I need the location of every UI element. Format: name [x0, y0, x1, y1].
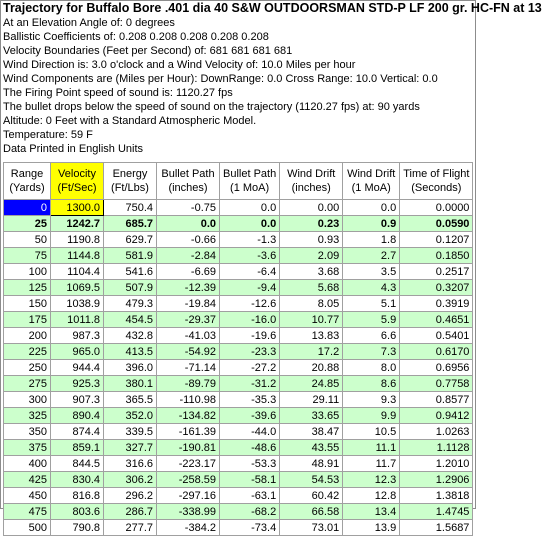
cell-range[interactable]: 425 — [4, 472, 51, 488]
cell-energy[interactable]: 306.2 — [104, 472, 157, 488]
cell-time-of-flight[interactable]: 1.3818 — [400, 488, 473, 504]
cell-bullet-path-inches[interactable]: -29.37 — [157, 312, 220, 328]
cell-bullet-path-moa[interactable]: -39.6 — [220, 408, 280, 424]
cell-velocity[interactable]: 1242.7 — [51, 216, 104, 232]
cell-velocity[interactable]: 1011.8 — [51, 312, 104, 328]
cell-time-of-flight[interactable]: 0.5401 — [400, 328, 473, 344]
cell-wind-drift-moa[interactable]: 11.7 — [343, 456, 400, 472]
table-body — [4, 200, 473, 536]
cell-wind-drift-moa[interactable]: 12.8 — [343, 488, 400, 504]
cell-bullet-path-moa[interactable]: -63.1 — [220, 488, 280, 504]
cell-bullet-path-inches[interactable]: -110.98 — [157, 392, 220, 408]
table-row — [4, 360, 473, 376]
info-wind-direction: Wind Direction is: 3.0 o'clock and a Wind Velocity of: 10.0 Miles per hour — [3, 59, 356, 71]
info-ballistic-coefficients: Ballistic Coefficients of: 0.208 0.208 0.208 0.208 0.208 — [3, 31, 269, 43]
cell-bullet-path-moa[interactable]: 0.0 — [220, 216, 280, 232]
cell-wind-drift-moa[interactable]: 10.5 — [343, 424, 400, 440]
cell-velocity[interactable]: 925.3 — [51, 376, 104, 392]
cell-range[interactable]: 250 — [4, 360, 51, 376]
cell-velocity[interactable]: 844.5 — [51, 456, 104, 472]
cell-wind-drift-moa[interactable]: 9.3 — [343, 392, 400, 408]
table-row — [4, 440, 473, 456]
table-row — [4, 248, 473, 264]
cell-wind-drift-inches[interactable]: 8.05 — [280, 296, 343, 312]
cell-wind-drift-moa[interactable]: 5.9 — [343, 312, 400, 328]
table-row — [4, 504, 473, 520]
cell-wind-drift-moa[interactable]: 5.1 — [343, 296, 400, 312]
cell-time-of-flight[interactable]: 0.1850 — [400, 248, 473, 264]
cell-wind-drift-inches[interactable]: 17.2 — [280, 344, 343, 360]
cell-bullet-path-moa[interactable]: -53.3 — [220, 456, 280, 472]
cell-velocity[interactable]: 816.8 — [51, 488, 104, 504]
header-bullet-path-inches[interactable]: Bullet Path (inches) — [157, 163, 220, 200]
cell-wind-drift-moa[interactable]: 9.9 — [343, 408, 400, 424]
cell-bullet-path-moa[interactable]: -19.6 — [220, 328, 280, 344]
cell-bullet-path-moa[interactable]: -3.6 — [220, 248, 280, 264]
cell-wind-drift-moa[interactable]: 13.9 — [343, 520, 400, 536]
cell-bullet-path-inches[interactable]: -134.82 — [157, 408, 220, 424]
info-subsonic-transition: The bullet drops below the speed of sound on the trajectory (1120.27 fps) at: 90 yards — [3, 101, 420, 113]
cell-bullet-path-inches[interactable]: -384.2 — [157, 520, 220, 536]
cell-time-of-flight[interactable]: 0.1207 — [400, 232, 473, 248]
cell-time-of-flight[interactable]: 0.3207 — [400, 280, 473, 296]
cell-velocity[interactable]: 987.3 — [51, 328, 104, 344]
cell-range[interactable]: 475 — [4, 504, 51, 520]
cell-wind-drift-inches[interactable]: 20.88 — [280, 360, 343, 376]
cell-time-of-flight[interactable]: 1.0263 — [400, 424, 473, 440]
trajectory-table — [3, 162, 473, 536]
sheet-title: Trajectory for Buffalo Bore .401 dia 40 S&W OUTDOORSMAN STD-P LF 200 gr. HC-FN at 13 — [3, 1, 542, 15]
cell-wind-drift-moa[interactable]: 3.5 — [343, 264, 400, 280]
cell-bullet-path-inches[interactable]: -6.69 — [157, 264, 220, 280]
cell-range[interactable]: 100 — [4, 264, 51, 280]
cell-velocity[interactable]: 1300.0 — [51, 200, 104, 216]
cell-wind-drift-inches[interactable]: 2.09 — [280, 248, 343, 264]
info-velocity-boundaries: Velocity Boundaries (Feet per Second) of: 681 681 681 681 — [3, 45, 293, 57]
cell-bullet-path-inches[interactable]: -71.14 — [157, 360, 220, 376]
cell-bullet-path-moa[interactable]: -1.3 — [220, 232, 280, 248]
header-energy[interactable]: Energy (Ft/Lbs) — [104, 163, 157, 200]
cell-time-of-flight[interactable]: 0.2517 — [400, 264, 473, 280]
cell-energy[interactable]: 286.7 — [104, 504, 157, 520]
cell-wind-drift-inches[interactable]: 54.53 — [280, 472, 343, 488]
cell-time-of-flight[interactable]: 1.4745 — [400, 504, 473, 520]
cell-velocity[interactable]: 790.8 — [51, 520, 104, 536]
cell-time-of-flight[interactable]: 0.9412 — [400, 408, 473, 424]
cell-wind-drift-moa[interactable]: 4.3 — [343, 280, 400, 296]
cell-energy[interactable]: 479.3 — [104, 296, 157, 312]
table-header-row — [4, 163, 473, 200]
cell-velocity[interactable]: 944.4 — [51, 360, 104, 376]
cell-wind-drift-inches[interactable]: 60.42 — [280, 488, 343, 504]
cell-bullet-path-inches[interactable]: -89.79 — [157, 376, 220, 392]
info-altitude: Altitude: 0 Feet with a Standard Atmospheric Model. — [3, 115, 257, 127]
cell-bullet-path-inches[interactable]: -0.66 — [157, 232, 220, 248]
cell-range[interactable]: 200 — [4, 328, 51, 344]
cell-wind-drift-inches[interactable]: 73.01 — [280, 520, 343, 536]
cell-energy[interactable]: 432.8 — [104, 328, 157, 344]
cell-bullet-path-inches[interactable]: -190.81 — [157, 440, 220, 456]
cell-wind-drift-inches[interactable]: 29.11 — [280, 392, 343, 408]
cell-wind-drift-moa[interactable]: 7.3 — [343, 344, 400, 360]
cell-bullet-path-moa[interactable]: -68.2 — [220, 504, 280, 520]
cell-velocity[interactable]: 859.1 — [51, 440, 104, 456]
cell-bullet-path-inches[interactable]: -161.39 — [157, 424, 220, 440]
cell-bullet-path-moa[interactable]: -58.1 — [220, 472, 280, 488]
cell-velocity[interactable]: 1190.8 — [51, 232, 104, 248]
table-row — [4, 328, 473, 344]
info-temperature: Temperature: 59 F — [3, 129, 93, 141]
table-row — [4, 408, 473, 424]
cell-time-of-flight[interactable]: 1.2010 — [400, 456, 473, 472]
cell-time-of-flight[interactable]: 0.6956 — [400, 360, 473, 376]
cell-energy[interactable]: 316.6 — [104, 456, 157, 472]
cell-bullet-path-inches[interactable]: -258.59 — [157, 472, 220, 488]
table-row — [4, 344, 473, 360]
info-elevation: At an Elevation Angle of: 0 degrees — [3, 17, 175, 29]
header-time-of-flight[interactable]: Time of Flight (Seconds) — [400, 163, 473, 200]
cell-range[interactable]: 150 — [4, 296, 51, 312]
cell-range[interactable]: 125 — [4, 280, 51, 296]
cell-wind-drift-moa[interactable]: 12.3 — [343, 472, 400, 488]
cell-energy[interactable]: 327.7 — [104, 440, 157, 456]
header-range[interactable]: Range (Yards) — [4, 163, 51, 200]
cell-bullet-path-inches[interactable]: -12.39 — [157, 280, 220, 296]
cell-bullet-path-moa[interactable]: -23.3 — [220, 344, 280, 360]
cell-wind-drift-moa[interactable]: 8.0 — [343, 360, 400, 376]
cell-velocity[interactable]: 1104.4 — [51, 264, 104, 280]
table-row — [4, 312, 473, 328]
cell-bullet-path-moa[interactable]: -6.4 — [220, 264, 280, 280]
cell-bullet-path-inches[interactable]: 0.0 — [157, 216, 220, 232]
cell-energy[interactable]: 380.1 — [104, 376, 157, 392]
cell-bullet-path-moa[interactable]: -9.4 — [220, 280, 280, 296]
cell-wind-drift-inches[interactable]: 43.55 — [280, 440, 343, 456]
cell-velocity[interactable]: 1144.8 — [51, 248, 104, 264]
cell-range[interactable]: 225 — [4, 344, 51, 360]
cell-time-of-flight[interactable]: 1.1128 — [400, 440, 473, 456]
cell-bullet-path-inches[interactable]: -338.99 — [157, 504, 220, 520]
info-speed-of-sound: The Firing Point speed of sound is: 1120.27 fps — [3, 87, 233, 99]
cell-bullet-path-inches[interactable]: -297.16 — [157, 488, 220, 504]
cell-time-of-flight[interactable]: 0.7758 — [400, 376, 473, 392]
cell-energy[interactable]: 352.0 — [104, 408, 157, 424]
header-wind-drift-inches[interactable]: Wind Drift (inches) — [280, 163, 343, 200]
header-velocity[interactable]: Velocity (Ft/Sec) — [51, 163, 104, 200]
table-row — [4, 232, 473, 248]
table-row — [4, 264, 473, 280]
cell-range[interactable]: 275 — [4, 376, 51, 392]
cell-range[interactable]: 325 — [4, 408, 51, 424]
cell-range[interactable]: 0 — [4, 200, 51, 216]
table-row — [4, 488, 473, 504]
cell-wind-drift-inches[interactable]: 0.93 — [280, 232, 343, 248]
cell-wind-drift-inches[interactable]: 24.85 — [280, 376, 343, 392]
table-row — [4, 472, 473, 488]
cell-time-of-flight[interactable]: 0.6170 — [400, 344, 473, 360]
cell-range[interactable]: 400 — [4, 456, 51, 472]
cell-bullet-path-moa[interactable]: -35.3 — [220, 392, 280, 408]
cell-velocity[interactable]: 965.0 — [51, 344, 104, 360]
cell-wind-drift-inches[interactable]: 66.58 — [280, 504, 343, 520]
info-wind-components: Wind Components are (Miles per Hour): DownRange: 0.0 Cross Range: 10.0 Vertical: 0.0 — [3, 73, 438, 85]
header-wind-drift-moa[interactable]: Wind Drift (1 MoA) — [343, 163, 400, 200]
cell-bullet-path-inches[interactable]: -54.92 — [157, 344, 220, 360]
cell-energy[interactable]: 629.7 — [104, 232, 157, 248]
table-row — [4, 424, 473, 440]
cell-wind-drift-moa[interactable]: 0.9 — [343, 216, 400, 232]
cell-bullet-path-moa[interactable]: -48.6 — [220, 440, 280, 456]
cell-time-of-flight[interactable]: 0.4651 — [400, 312, 473, 328]
cell-bullet-path-inches[interactable]: -223.17 — [157, 456, 220, 472]
cell-energy[interactable]: 365.5 — [104, 392, 157, 408]
cell-wind-drift-moa[interactable]: 0.0 — [343, 200, 400, 216]
cell-energy[interactable]: 277.7 — [104, 520, 157, 536]
cell-wind-drift-inches[interactable]: 13.83 — [280, 328, 343, 344]
cell-velocity[interactable]: 830.4 — [51, 472, 104, 488]
cell-bullet-path-inches[interactable]: -2.84 — [157, 248, 220, 264]
table-row — [4, 296, 473, 312]
cell-time-of-flight[interactable]: 1.2906 — [400, 472, 473, 488]
cell-energy[interactable]: 541.6 — [104, 264, 157, 280]
cell-wind-drift-moa[interactable]: 11.1 — [343, 440, 400, 456]
cell-wind-drift-moa[interactable]: 1.8 — [343, 232, 400, 248]
cell-energy[interactable]: 396.0 — [104, 360, 157, 376]
cell-range[interactable]: 50 — [4, 232, 51, 248]
cell-velocity[interactable]: 907.3 — [51, 392, 104, 408]
cell-bullet-path-inches[interactable]: -19.84 — [157, 296, 220, 312]
table-row — [4, 216, 473, 232]
cell-energy[interactable]: 750.4 — [104, 200, 157, 216]
table-row — [4, 392, 473, 408]
info-units: Data Printed in English Units — [3, 143, 144, 155]
cell-wind-drift-moa[interactable]: 13.4 — [343, 504, 400, 520]
cell-range[interactable]: 350 — [4, 424, 51, 440]
cell-time-of-flight[interactable]: 0.0000 — [400, 200, 473, 216]
cell-bullet-path-moa[interactable]: -73.4 — [220, 520, 280, 536]
cell-wind-drift-moa[interactable]: 6.6 — [343, 328, 400, 344]
cell-wind-drift-inches[interactable]: 33.65 — [280, 408, 343, 424]
header-bullet-path-moa[interactable]: Bullet Path (1 MoA) — [220, 163, 280, 200]
table-row — [4, 376, 473, 392]
cell-time-of-flight[interactable]: 0.8577 — [400, 392, 473, 408]
cell-wind-drift-inches[interactable]: 48.91 — [280, 456, 343, 472]
cell-energy[interactable]: 296.2 — [104, 488, 157, 504]
cell-range[interactable]: 75 — [4, 248, 51, 264]
cell-bullet-path-moa[interactable]: -16.0 — [220, 312, 280, 328]
cell-velocity[interactable]: 874.4 — [51, 424, 104, 440]
table-row — [4, 520, 473, 536]
cell-wind-drift-inches[interactable]: 38.47 — [280, 424, 343, 440]
cell-energy[interactable]: 454.5 — [104, 312, 157, 328]
cell-wind-drift-inches[interactable]: 0.23 — [280, 216, 343, 232]
cell-wind-drift-moa[interactable]: 2.7 — [343, 248, 400, 264]
table-row — [4, 200, 473, 216]
cell-range[interactable]: 25 — [4, 216, 51, 232]
cell-wind-drift-inches[interactable]: 3.68 — [280, 264, 343, 280]
cell-bullet-path-moa[interactable]: -44.0 — [220, 424, 280, 440]
cell-energy[interactable]: 413.5 — [104, 344, 157, 360]
cell-velocity[interactable]: 803.6 — [51, 504, 104, 520]
cell-bullet-path-inches[interactable]: -41.03 — [157, 328, 220, 344]
cell-wind-drift-inches[interactable]: 10.77 — [280, 312, 343, 328]
cell-range[interactable]: 175 — [4, 312, 51, 328]
cell-bullet-path-moa[interactable]: 0.0 — [220, 200, 280, 216]
table-row — [4, 280, 473, 296]
cell-range[interactable]: 500 — [4, 520, 51, 536]
cell-range[interactable]: 375 — [4, 440, 51, 456]
cell-bullet-path-moa[interactable]: -12.6 — [220, 296, 280, 312]
cell-velocity[interactable]: 890.4 — [51, 408, 104, 424]
cell-time-of-flight[interactable]: 1.5687 — [400, 520, 473, 536]
cell-velocity[interactable]: 1038.9 — [51, 296, 104, 312]
cell-wind-drift-inches[interactable]: 0.00 — [280, 200, 343, 216]
cell-bullet-path-moa[interactable]: -31.2 — [220, 376, 280, 392]
cell-energy[interactable]: 507.9 — [104, 280, 157, 296]
cell-energy[interactable]: 339.5 — [104, 424, 157, 440]
table-row — [4, 456, 473, 472]
cell-bullet-path-moa[interactable]: -27.2 — [220, 360, 280, 376]
cell-wind-drift-inches[interactable]: 5.68 — [280, 280, 343, 296]
cell-time-of-flight[interactable]: 0.3919 — [400, 296, 473, 312]
cell-time-of-flight[interactable]: 0.0590 — [400, 216, 473, 232]
cell-energy[interactable]: 581.9 — [104, 248, 157, 264]
cell-energy[interactable]: 685.7 — [104, 216, 157, 232]
cell-velocity[interactable]: 1069.5 — [51, 280, 104, 296]
cell-bullet-path-inches[interactable]: -0.75 — [157, 200, 220, 216]
cell-range[interactable]: 300 — [4, 392, 51, 408]
cell-range[interactable]: 450 — [4, 488, 51, 504]
cell-wind-drift-moa[interactable]: 8.6 — [343, 376, 400, 392]
